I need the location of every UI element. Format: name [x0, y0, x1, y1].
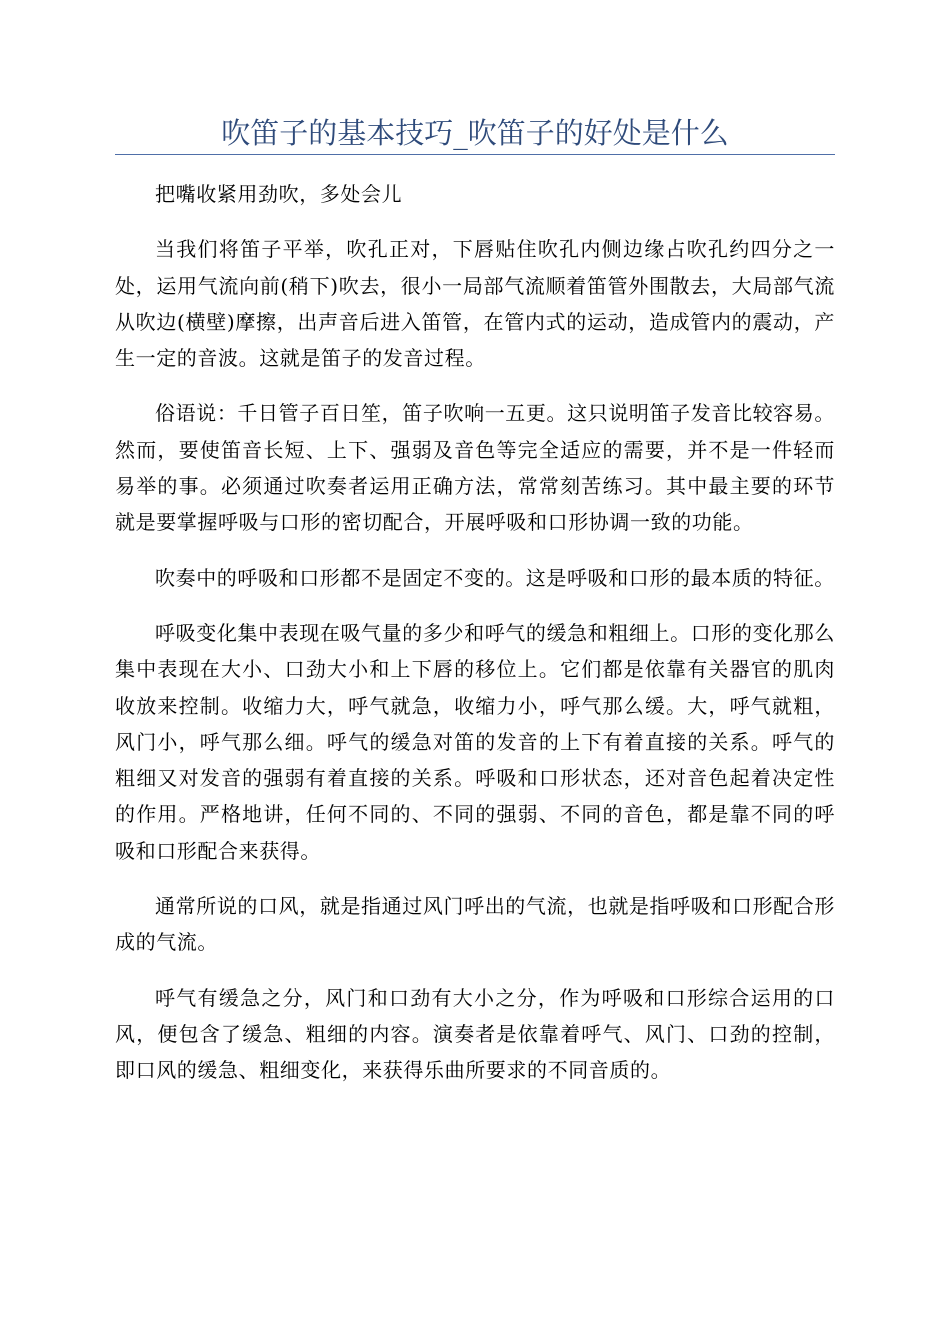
paragraph-5: 呼吸变化集中表现在吸气量的多少和呼气的缓急和粗细上。口形的变化那么集中表现在大小、口劲大小和上下唇的移位上。它们都是依靠有关器官的肌肉收放来控制。收缩力大，呼气就急，收缩力小，呼气那么缓。大，呼气就粗，风门小，呼气那么细。呼气的缓急对笛的发音的上下有着直接的关系。呼气的粗细又对发音的强弱有着直接的关系。呼吸和口形状态，还对音色起着决定性的作用。严格地讲，任何不同的、不同的强弱、不同的音色，都是靠不同的呼吸和口形配合来获得。	[115, 620, 835, 863]
paragraph-1: 把嘴收紧用劲吹，多处会儿	[155, 182, 403, 206]
document-title: 吹笛子的基本技巧_吹笛子的好处是什么	[221, 116, 729, 150]
title-underline	[115, 154, 835, 155]
document-body	[115, 176, 835, 1108]
paragraph-4: 吹奏中的呼吸和口形都不是固定不变的。这是呼吸和口形的最本质的特征。	[155, 565, 835, 590]
paragraph-3: 俗语说：千日管子百日笙，笛子吹响一五更。这只说明笛子发音比较容易。然而，要使笛音长短、上下、强弱及音色等完全适应的需要，并不是一件轻而易举的事。必须通过吹奏者运用正确方法，常常刻苦练习。其中最主要的环节就是要掌握呼吸与口形的密切配合，开展呼吸和口形协调一致的功能。	[115, 401, 835, 535]
paragraph-7: 呼气有缓急之分，风门和口劲有大小之分，作为呼吸和口形综合运用的口风，便包含了缓急、粗细的内容。演奏者是依靠着呼气、风门、口劲的控制，即口风的缓急、粗细变化，来获得乐曲所要求的不同音质的。	[115, 985, 835, 1083]
paragraph-2: 当我们将笛子平举，吹孔正对，下唇贴住吹孔内侧边缘占吹孔约四分之一处，运用气流向前(稍下)吹去，很小一局部气流顺着笛管外围散去，大局部气流从吹边(横壁)摩擦，出声音后进入笛管，在管内式的运动，造成管内的震动，产生一定的音波。这就是笛子的发音过程。	[115, 237, 835, 371]
paragraph-6: 通常所说的口风，就是指通过风门呼出的气流，也就是指呼吸和口形配合形成的气流。	[115, 894, 835, 955]
